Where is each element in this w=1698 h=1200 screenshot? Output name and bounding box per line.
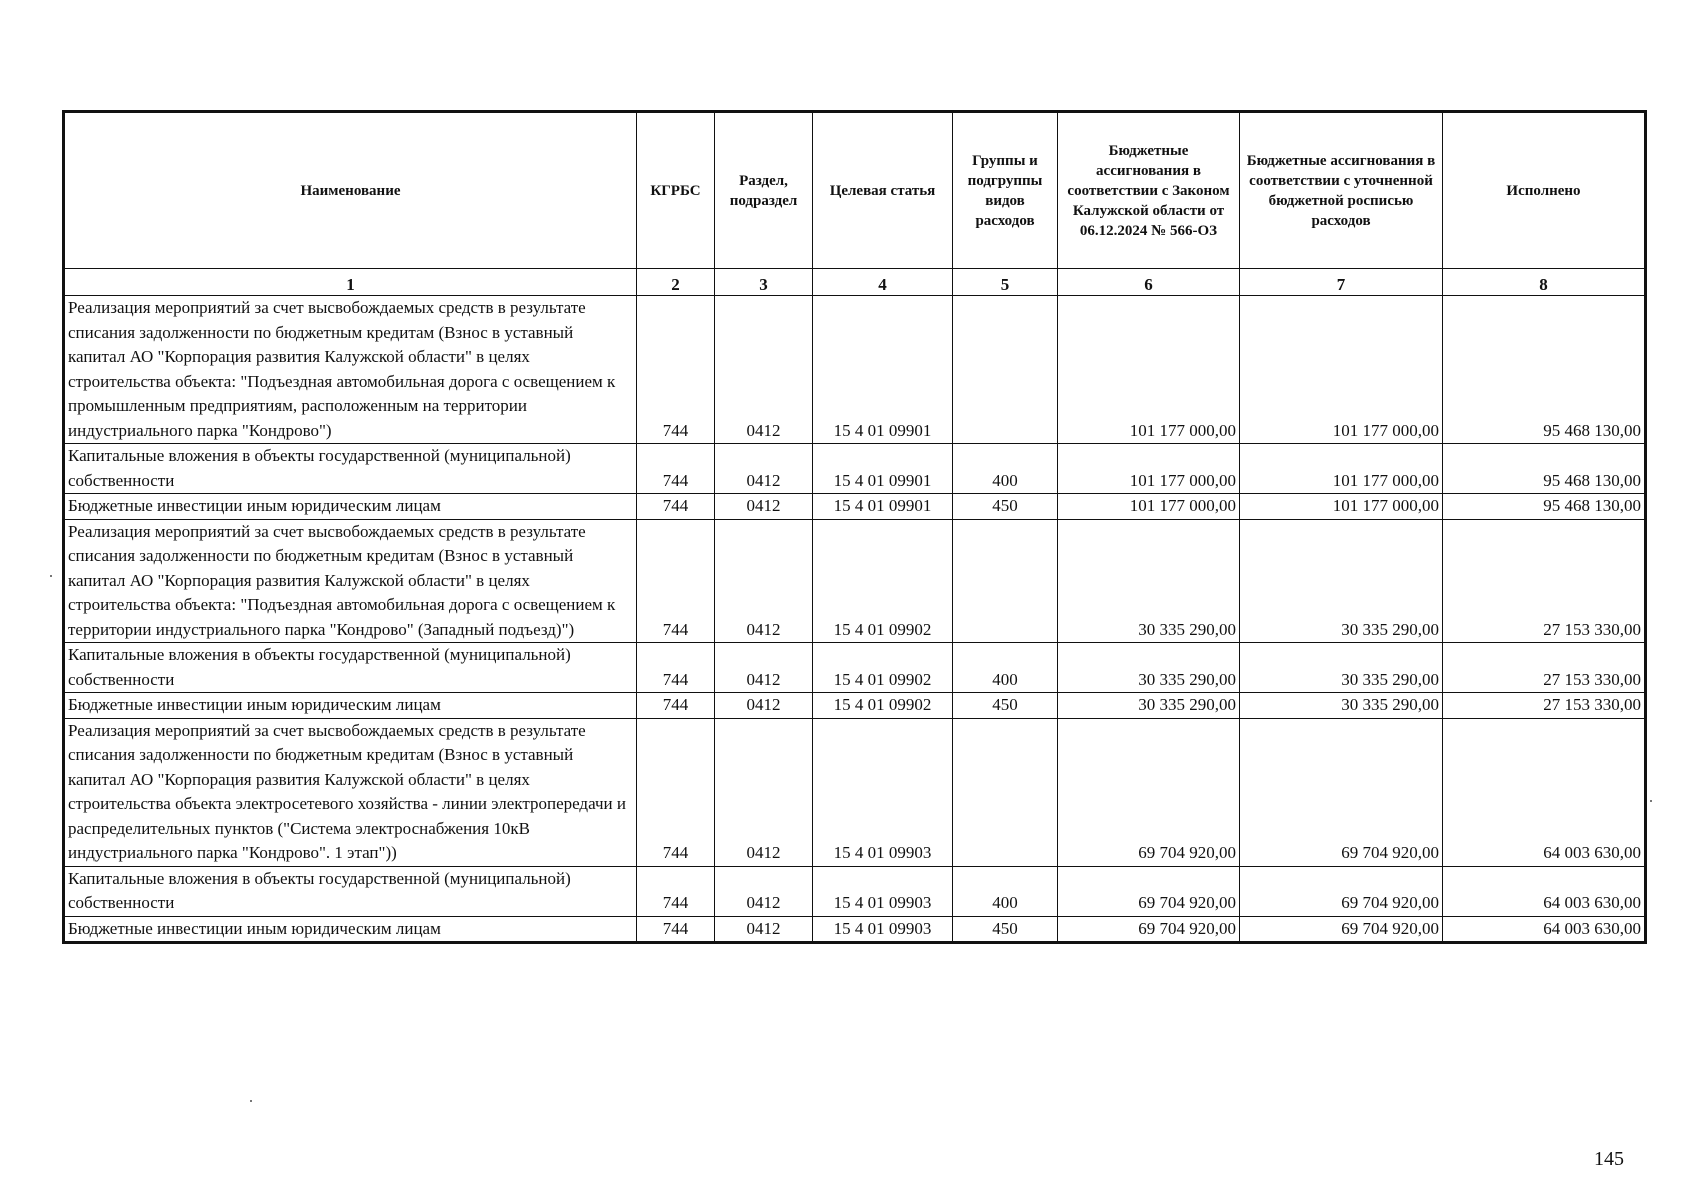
cell-razdel: 0412	[715, 643, 813, 693]
cell-vid: 450	[953, 693, 1058, 719]
cell-celevaya: 15 4 01 09901	[813, 296, 953, 444]
header-razdel: Раздел, подраздел	[715, 112, 813, 269]
cell-law: 69 704 920,00	[1058, 866, 1240, 916]
header-rospis: Бюджетные ассигнования в соответствии с уточненной бюджетной росписью расходов	[1240, 112, 1443, 269]
cell-kgrbs: 744	[637, 866, 715, 916]
cell-kgrbs: 744	[637, 519, 715, 643]
page-number: 145	[1594, 1148, 1624, 1170]
column-number: 8	[1443, 269, 1646, 296]
cell-celevaya: 15 4 01 09903	[813, 866, 953, 916]
cell-vid	[953, 718, 1058, 866]
cell-celevaya: 15 4 01 09902	[813, 519, 953, 643]
cell-law: 69 704 920,00	[1058, 916, 1240, 943]
cell-rospis: 30 335 290,00	[1240, 643, 1443, 693]
cell-ispolneno: 27 153 330,00	[1443, 693, 1646, 719]
header-kgrbs: КГРБС	[637, 112, 715, 269]
header-row	[64, 112, 1646, 269]
cell-kgrbs: 744	[637, 296, 715, 444]
cell-name: Капитальные вложения в объекты государственной (муниципальной) собственности	[64, 866, 637, 916]
cell-razdel: 0412	[715, 519, 813, 643]
cell-vid: 450	[953, 494, 1058, 520]
header-ispolneno: Исполнено	[1443, 112, 1646, 269]
header-vid: Группы и подгруппы видов расходов	[953, 112, 1058, 269]
cell-celevaya: 15 4 01 09901	[813, 444, 953, 494]
cell-ispolneno: 27 153 330,00	[1443, 519, 1646, 643]
cell-kgrbs: 744	[637, 916, 715, 943]
budget-execution-table	[62, 110, 1647, 944]
cell-name: Реализация мероприятий за счет высвобождаемых средств в результате списания задолженности по бюджетным кредитам (Взнос в уставный капитал АО "Корпорация развития Калужской области" в целях строительства объекта: "Подъездная автомобильная дорога с освещением к промышленным предприятиям, расположенным на территории индустриального парка "Кондрово")	[64, 296, 637, 444]
cell-celevaya: 15 4 01 09903	[813, 718, 953, 866]
cell-ispolneno: 27 153 330,00	[1443, 643, 1646, 693]
cell-law: 30 335 290,00	[1058, 693, 1240, 719]
header-law: Бюджетные ассигнования в соответствии с Законом Калужской области от 06.12.2024 № 566-ОЗ	[1058, 112, 1240, 269]
column-number: 7	[1240, 269, 1443, 296]
cell-rospis: 101 177 000,00	[1240, 444, 1443, 494]
header-celevaya: Целевая статья	[813, 112, 953, 269]
cell-law: 101 177 000,00	[1058, 494, 1240, 520]
cell-rospis: 69 704 920,00	[1240, 866, 1443, 916]
table-row	[64, 916, 1646, 943]
cell-razdel: 0412	[715, 916, 813, 943]
column-number: 5	[953, 269, 1058, 296]
cell-razdel: 0412	[715, 718, 813, 866]
cell-law: 69 704 920,00	[1058, 718, 1240, 866]
cell-vid: 400	[953, 643, 1058, 693]
cell-rospis: 30 335 290,00	[1240, 519, 1443, 643]
cell-law: 30 335 290,00	[1058, 519, 1240, 643]
scan-speck	[50, 575, 52, 577]
table-row	[64, 866, 1646, 916]
cell-razdel: 0412	[715, 866, 813, 916]
table-row	[64, 296, 1646, 444]
column-number-row	[64, 269, 1646, 296]
cell-ispolneno: 95 468 130,00	[1443, 296, 1646, 444]
cell-kgrbs: 744	[637, 494, 715, 520]
header-name: Наименование	[64, 112, 637, 269]
cell-razdel: 0412	[715, 444, 813, 494]
cell-vid	[953, 519, 1058, 643]
column-number: 2	[637, 269, 715, 296]
cell-ispolneno: 64 003 630,00	[1443, 866, 1646, 916]
cell-name: Бюджетные инвестиции иным юридическим лицам	[64, 494, 637, 520]
cell-name: Бюджетные инвестиции иным юридическим лицам	[64, 916, 637, 943]
scan-speck	[1650, 800, 1652, 802]
cell-razdel: 0412	[715, 296, 813, 444]
cell-celevaya: 15 4 01 09903	[813, 916, 953, 943]
cell-rospis: 101 177 000,00	[1240, 296, 1443, 444]
table-row	[64, 494, 1646, 520]
cell-ispolneno: 95 468 130,00	[1443, 444, 1646, 494]
cell-law: 101 177 000,00	[1058, 444, 1240, 494]
table-row	[64, 693, 1646, 719]
cell-vid: 450	[953, 916, 1058, 943]
column-number: 3	[715, 269, 813, 296]
cell-celevaya: 15 4 01 09901	[813, 494, 953, 520]
cell-ispolneno: 95 468 130,00	[1443, 494, 1646, 520]
column-number: 4	[813, 269, 953, 296]
cell-rospis: 69 704 920,00	[1240, 718, 1443, 866]
cell-rospis: 69 704 920,00	[1240, 916, 1443, 943]
cell-law: 101 177 000,00	[1058, 296, 1240, 444]
cell-kgrbs: 744	[637, 693, 715, 719]
cell-razdel: 0412	[715, 693, 813, 719]
cell-name: Капитальные вложения в объекты государственной (муниципальной) собственности	[64, 643, 637, 693]
column-number: 1	[64, 269, 637, 296]
cell-kgrbs: 744	[637, 444, 715, 494]
cell-celevaya: 15 4 01 09902	[813, 693, 953, 719]
cell-rospis: 101 177 000,00	[1240, 494, 1443, 520]
table-row	[64, 718, 1646, 866]
cell-ispolneno: 64 003 630,00	[1443, 916, 1646, 943]
cell-razdel: 0412	[715, 494, 813, 520]
cell-name: Реализация мероприятий за счет высвобождаемых средств в результате списания задолженности по бюджетным кредитам (Взнос в уставный капитал АО "Корпорация развития Калужской области" в целях строительства объекта электросетевого хозяйства - линии электропередачи и распределительных пунктов ("Система электроснабжения 10кВ индустриального парка "Кондрово". 1 этап"))	[64, 718, 637, 866]
cell-vid: 400	[953, 866, 1058, 916]
cell-vid	[953, 296, 1058, 444]
column-number: 6	[1058, 269, 1240, 296]
table-row	[64, 444, 1646, 494]
table-row	[64, 519, 1646, 643]
cell-ispolneno: 64 003 630,00	[1443, 718, 1646, 866]
cell-rospis: 30 335 290,00	[1240, 693, 1443, 719]
table-row	[64, 643, 1646, 693]
cell-name: Капитальные вложения в объекты государственной (муниципальной) собственности	[64, 444, 637, 494]
scan-speck	[250, 1100, 252, 1102]
cell-name: Бюджетные инвестиции иным юридическим лицам	[64, 693, 637, 719]
cell-kgrbs: 744	[637, 643, 715, 693]
cell-name: Реализация мероприятий за счет высвобождаемых средств в результате списания задолженности по бюджетным кредитам (Взнос в уставный капитал АО "Корпорация развития Калужской области" в целях строительства объекта: "Подъездная автомобильная дорога с освещением к территории индустриального парка "Кондрово" (Западный подъезд)")	[64, 519, 637, 643]
cell-law: 30 335 290,00	[1058, 643, 1240, 693]
cell-celevaya: 15 4 01 09902	[813, 643, 953, 693]
cell-vid: 400	[953, 444, 1058, 494]
cell-kgrbs: 744	[637, 718, 715, 866]
